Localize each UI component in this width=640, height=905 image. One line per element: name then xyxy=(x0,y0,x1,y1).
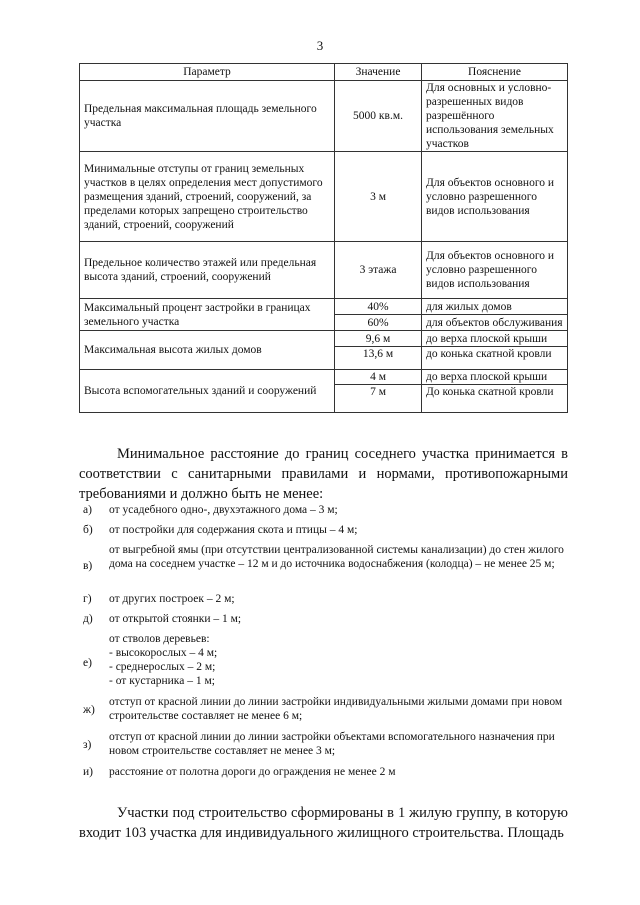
row-value: 4 м xyxy=(335,370,422,385)
list-text: от усадебного одно-, двухэтажного дома – 3 м; xyxy=(109,504,338,516)
row-value: 5000 кв.м. xyxy=(335,81,422,152)
row-note: Для объектов основного и условно разрешенного видов использования xyxy=(421,152,567,242)
row-note: до верха плоской крыши xyxy=(421,370,567,385)
list-marker: з) xyxy=(83,739,92,751)
list-marker: д) xyxy=(83,613,93,625)
outro-paragraph: Участки под строительство сформированы в 1 жилую группу, в которую входит 103 участка для индивидуального жилищного строительства. Площадь xyxy=(79,805,568,841)
table-row xyxy=(80,152,568,242)
list-marker: б) xyxy=(83,524,93,536)
row-note: до конька скатной кровли xyxy=(421,347,567,370)
row-parameter: Минимальные отступы от границ земельных участков в целях определения мест допустимого размещения зданий, строений, сооружений, за пределами которых запрещено строительство зданий, строений, сооружений xyxy=(80,152,335,242)
row-note: для объектов обслуживания xyxy=(421,315,567,331)
row-note: Для основных и условно-разрешенных видов разрешённого использования земельных участков xyxy=(421,81,567,152)
header-note: Пояснение xyxy=(421,64,567,81)
row-parameter: Максимальная высота жилых домов xyxy=(80,331,335,370)
list-marker: ж) xyxy=(83,704,95,716)
list-text: от выгребной ямы (при отсутствии централизованной системы канализации) до стен жилого дома на соседнем участке – 12 м и до источника водоснабжения (колодца) – не менее 25 м; xyxy=(109,544,564,570)
list-text: от стволов деревьев: - высокорослых – 4 м; - среднерослых – 2 м; - от кустарника – 1 м; xyxy=(109,633,218,687)
header-value: Значение xyxy=(335,64,422,81)
row-value: 13,6 м xyxy=(335,347,422,370)
row-value: 3 этажа xyxy=(335,242,422,299)
row-note: до верха плоской крыши xyxy=(421,331,567,347)
parameters-table xyxy=(79,63,568,413)
table-row xyxy=(80,299,568,315)
list-text: от постройки для содержания скота и птицы – 4 м; xyxy=(109,524,358,536)
intro-paragraph: Минимальное расстояние до границ соседнего участка принимается в соответствии с санитарными правилами и нормами, противопожарными требованиями и должно быть не менее: xyxy=(79,446,568,502)
list-marker: и) xyxy=(83,766,93,778)
list-text: отступ от красной линии до линии застройки объектами вспомогательного назначения при новом строительстве составляет не менее 3 м; xyxy=(109,731,555,757)
row-value: 3 м xyxy=(335,152,422,242)
table-row xyxy=(80,81,568,152)
table-row xyxy=(80,331,568,347)
list-text: от других построек – 2 м; xyxy=(109,593,235,605)
table-row xyxy=(80,242,568,299)
row-parameter: Предельная максимальная площадь земельного участка xyxy=(80,81,335,152)
row-value: 9,6 м xyxy=(335,331,422,347)
list-marker: а) xyxy=(83,504,92,516)
list-text: расстояние от полотна дороги до ограждения не менее 2 м xyxy=(109,766,396,778)
row-parameter: Предельное количество этажей или предельная высота зданий, строений, сооружений xyxy=(80,242,335,299)
row-value: 7 м xyxy=(335,385,422,413)
list-text: от открытой стоянки – 1 м; xyxy=(109,613,242,625)
table-header-row xyxy=(80,64,568,81)
list-marker: е) xyxy=(83,657,92,669)
row-note: Для объектов основного и условно разрешенного видов использования xyxy=(421,242,567,299)
row-parameter: Высота вспомогательных зданий и сооружений xyxy=(80,370,335,413)
table-row xyxy=(80,370,568,385)
list-text: отступ от красной линии до линии застройки индивидуальными жилыми домами при новом строительстве составляет не менее 6 м; xyxy=(109,696,563,722)
row-value: 40% xyxy=(335,299,422,315)
header-parameter: Параметр xyxy=(80,64,335,81)
row-note: для жилых домов xyxy=(421,299,567,315)
row-value: 60% xyxy=(335,315,422,331)
row-parameter: Максимальный процент застройки в границах земельного участка xyxy=(80,299,335,331)
list-marker: г) xyxy=(83,593,92,605)
page-number: 3 xyxy=(316,38,324,53)
row-note: До конька скатной кровли xyxy=(421,385,567,413)
list-marker: в) xyxy=(83,560,93,572)
